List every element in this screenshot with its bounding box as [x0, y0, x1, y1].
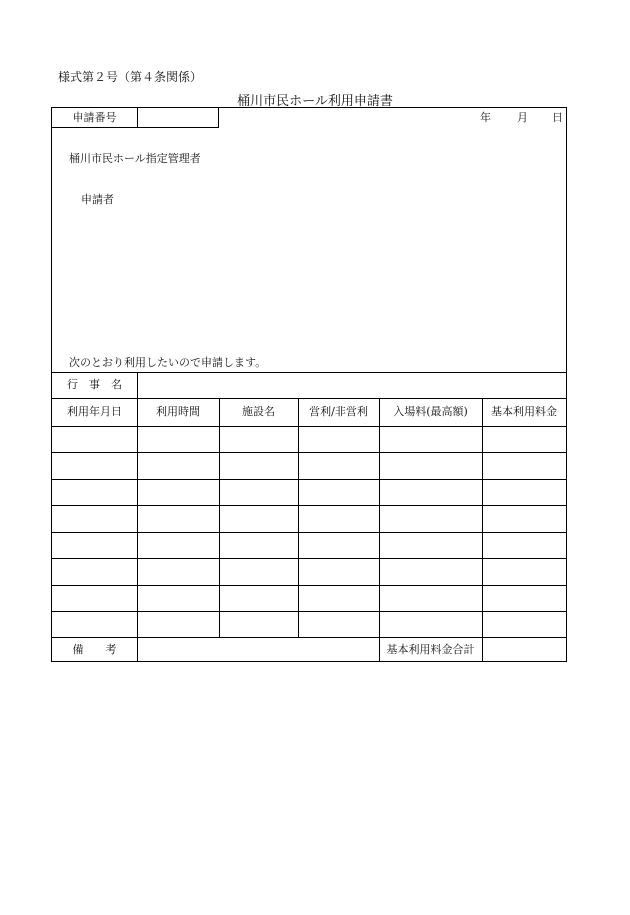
admission-fee-cell[interactable]: [380, 506, 482, 531]
header-usage-time: 利用時間: [156, 405, 200, 418]
admission-fee-cell[interactable]: [380, 453, 482, 478]
usage-date-cell[interactable]: [53, 586, 137, 611]
header-admission-fee: 入場料(最高額): [393, 405, 468, 418]
header-basic-fee: 基本利用料金: [491, 405, 557, 418]
total-fee-field[interactable]: [483, 638, 566, 662]
admission-fee-cell[interactable]: [380, 480, 482, 505]
recipient-text: 桶川市民ホール指定管理者: [69, 152, 201, 165]
basic-fee-cell[interactable]: [483, 612, 566, 637]
basic-fee-cell[interactable]: [483, 559, 566, 584]
commercial-type-cell[interactable]: [299, 427, 379, 452]
basic-fee-cell[interactable]: [483, 427, 566, 452]
application-number-field[interactable]: [138, 111, 218, 125]
header-facility-name: 施設名: [242, 405, 275, 418]
usage-time-cell[interactable]: [138, 612, 219, 637]
commercial-type-cell[interactable]: [299, 480, 379, 505]
facility-name-cell[interactable]: [220, 453, 298, 478]
usage-date-cell[interactable]: [53, 453, 137, 478]
usage-date-cell[interactable]: [53, 480, 137, 505]
applicant-label: 申請者: [81, 193, 114, 206]
admission-fee-cell[interactable]: [380, 586, 482, 611]
event-name-label: 行 事 名: [67, 378, 122, 391]
application-number-label: 申請番号: [72, 111, 117, 124]
usage-time-cell[interactable]: [138, 453, 219, 478]
commercial-type-cell[interactable]: [299, 453, 379, 478]
usage-time-cell[interactable]: [138, 427, 219, 452]
usage-date-cell[interactable]: [53, 427, 137, 452]
usage-date-cell[interactable]: [53, 506, 137, 531]
total-fee-label: 基本利用料金合計: [386, 643, 475, 656]
usage-date-cell[interactable]: [53, 559, 137, 584]
admission-fee-cell[interactable]: [380, 559, 482, 584]
basic-fee-cell[interactable]: [483, 480, 566, 505]
usage-time-cell[interactable]: [138, 506, 219, 531]
facility-name-cell[interactable]: [220, 480, 298, 505]
date-month-label: 月: [517, 111, 528, 124]
facility-name-cell[interactable]: [220, 506, 298, 531]
commercial-type-cell[interactable]: [299, 533, 379, 558]
admission-fee-cell[interactable]: [380, 427, 482, 452]
facility-name-cell[interactable]: [220, 559, 298, 584]
remarks-field[interactable]: [138, 638, 378, 662]
basic-fee-cell[interactable]: [483, 453, 566, 478]
commercial-type-cell[interactable]: [299, 506, 379, 531]
basic-fee-cell[interactable]: [483, 533, 566, 558]
usage-time-cell[interactable]: [138, 559, 219, 584]
page-title: 桶川市民ホール利用申請書: [237, 94, 393, 109]
date-year-label: 年: [480, 111, 491, 124]
usage-date-cell[interactable]: [53, 533, 137, 558]
form-number: 様式第２号（第４条関係）: [58, 70, 203, 84]
commercial-type-cell[interactable]: [299, 559, 379, 584]
facility-name-cell[interactable]: [220, 586, 298, 611]
commercial-type-cell[interactable]: [299, 586, 379, 611]
usage-time-cell[interactable]: [138, 480, 219, 505]
application-form: [51, 107, 567, 662]
header-usage-date: 利用年月日: [67, 405, 122, 418]
usage-time-cell[interactable]: [138, 586, 219, 611]
header-commercial-type: 営利/非営利: [309, 405, 368, 418]
date-day-label: 日: [552, 111, 563, 124]
admission-fee-cell[interactable]: [380, 612, 482, 637]
event-name-field[interactable]: [138, 373, 566, 398]
facility-name-cell[interactable]: [220, 427, 298, 452]
basic-fee-cell[interactable]: [483, 506, 566, 531]
usage-date-cell[interactable]: [53, 612, 137, 637]
admission-fee-cell[interactable]: [380, 533, 482, 558]
facility-name-cell[interactable]: [220, 533, 298, 558]
commercial-type-cell[interactable]: [299, 612, 379, 637]
statement-text: 次のとおり利用したいので申請します。: [69, 356, 267, 369]
usage-time-cell[interactable]: [138, 533, 219, 558]
facility-name-cell[interactable]: [220, 612, 298, 637]
basic-fee-cell[interactable]: [483, 586, 566, 611]
remarks-label: 備 考: [72, 643, 117, 656]
